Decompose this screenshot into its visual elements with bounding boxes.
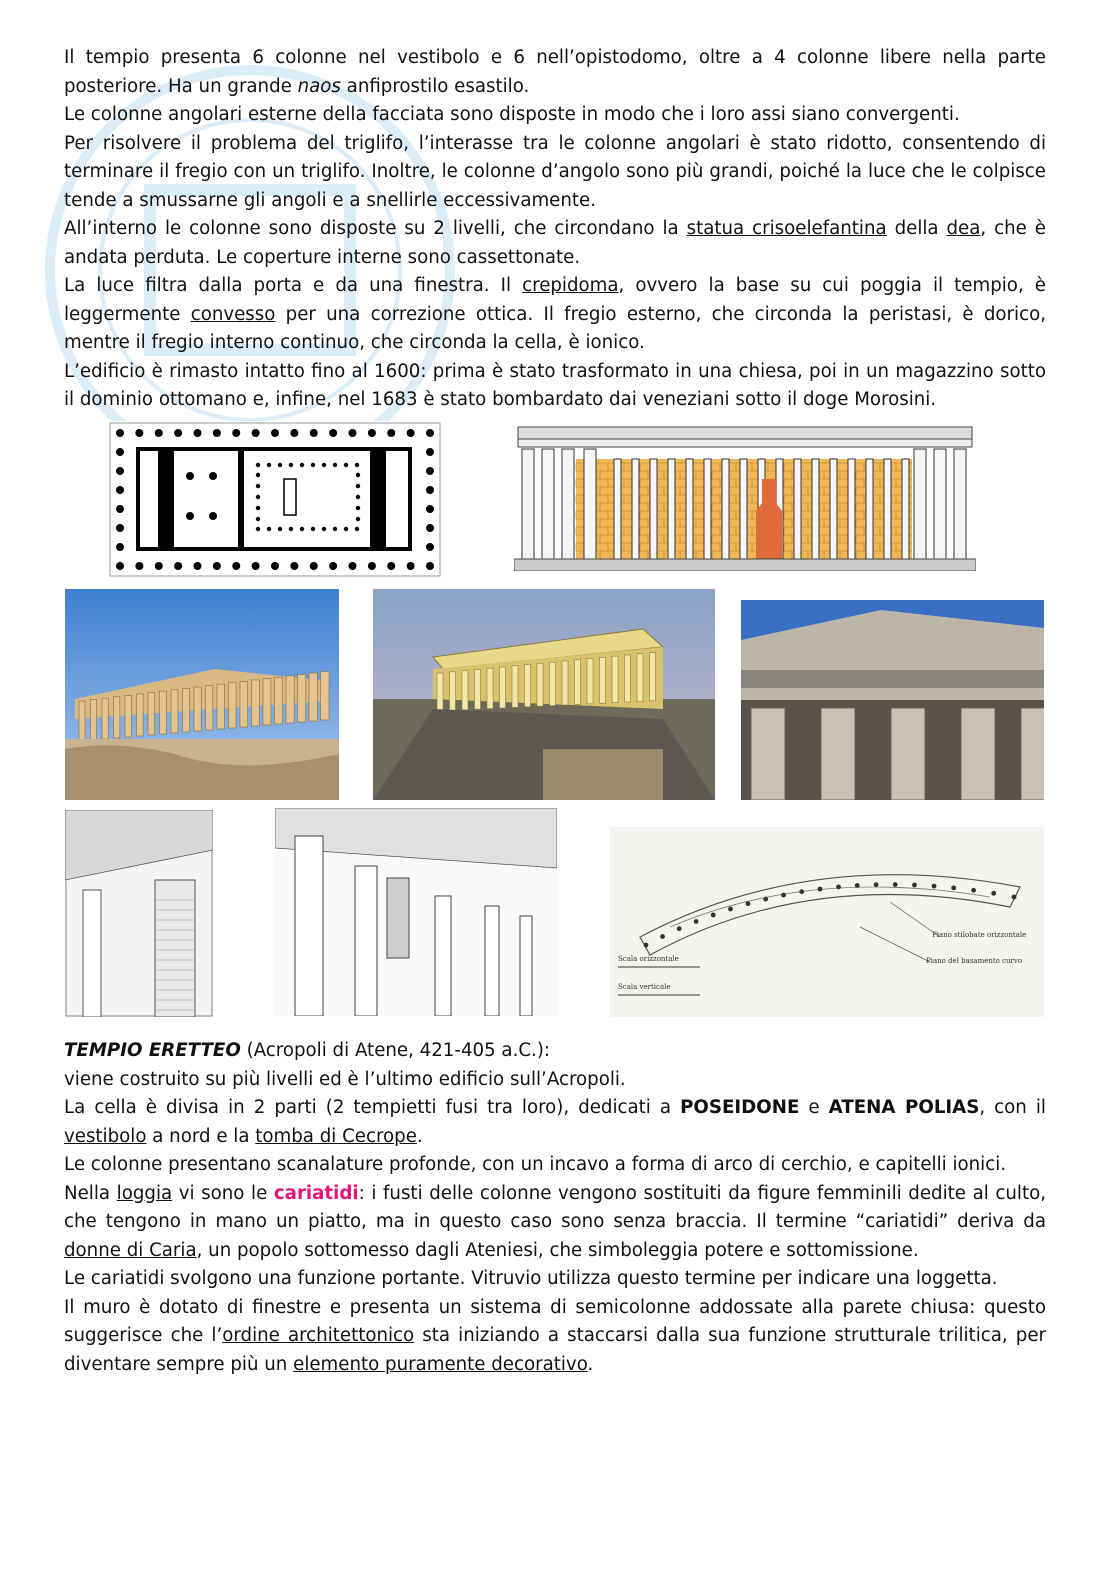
text: La luce filtra dalla porta e da una finestra. Il [64,275,523,296]
paragraph: Le colonne presentano scanalature profonde, con un incavo a forma di arco di cerchio, e capitelli ionici. [64,1154,1007,1175]
text: Il muro è dotato di finestre e presenta un sistema di semicolonne addossate alla parete chiusa: questo suggerisce che l’ [64,1296,1046,1346]
text: All’interno le colonne sono disposte su 2 livelli, che circondano la [64,218,687,239]
section-heading [64,1037,1046,1066]
paragraph [64,215,1046,272]
text: , ovvero la base su cui poggia il tempio, è leggermente [64,275,1046,325]
statua-crisoelefantina-link[interactable]: statua crisoelefantina [686,218,887,239]
atena-polias-term: ATENA POLIAS [828,1097,980,1118]
text: per una correzione ottica. Il fregio esterno, che circonda la peristasi, è dorico, mentre il fregio interno continuo, che circonda la cella, è ionico. [64,303,1046,353]
paragraph: Le colonne angolari esterne della facciata sono disposte in modo che i loro assi siano convergenti. [64,104,960,125]
text: Nella [64,1182,117,1204]
paragraph [64,272,1046,358]
text: vi sono le [172,1182,274,1204]
text: . [587,1353,594,1375]
paragraph: viene costruito su più livelli ed è l’ultimo edificio sull’Acropoli. [64,1068,626,1090]
paragraph [64,1294,1046,1380]
donne-di-caria-link[interactable]: donne di Caria [64,1239,197,1261]
text: sta iniziando a staccarsi dalla sua funzione strutturale trilitica, per diventare sempre più un [64,1325,1046,1375]
text: e [799,1097,829,1118]
text: della [886,218,947,239]
dea-link[interactable]: dea [946,218,981,239]
paragraph [64,44,1046,101]
paragraph: L’edificio è rimasto intatto fino al 1600: prima è stato trasformato in una chiesa, poi in un magazzino sotto il dominio ottomano e, infine, nel 1683 è stato bombardato dai veneziani sotto il doge Morosini. [64,360,1046,410]
text: , con il [979,1097,1046,1118]
vestibolo-link[interactable]: vestibolo [64,1125,147,1147]
text: : i fusti delle colonne vengono sostituiti da figure femminili dedite al culto, che tengono in mano un piatto, ma in questo caso sono senza braccia. Il termine “cariatidi” deriva da [64,1182,1046,1232]
interior-sketch-2 [275,808,557,1016]
parthenon-photo [65,589,339,800]
poseidone-term: POSEIDONE [680,1097,800,1118]
text: . [416,1125,423,1147]
paragraph [64,1180,1046,1266]
parthenon-section-drawing [514,423,976,571]
elemento-decorativo-link[interactable]: elemento puramente decorativo [293,1353,588,1375]
loggia-link[interactable]: loggia [116,1182,173,1204]
parthenon-entablature-photo [741,600,1044,800]
tomba-di-cecrope-link[interactable]: tomba di Cecrope [255,1125,417,1147]
diagram-label: Piano stilobate orizzontale [932,931,1027,939]
naos-term: naos [297,75,341,97]
paragraph: Per risolvere il problema del triglifo, l’interasse tra le colonne angolari è stato ridotto, consentendo di terminare il fregio con un triglifo. Inoltre, le colonne d’angolo sono più grandi, poiché la luce che le colpisce tende a smussarne gli angoli e a snellirle eccessivamente. [64,132,1046,211]
text: , che è andata perduta. Le coperture interne sono cassettonate. [64,218,1046,268]
paragraph: Le cariatidi svolgono una funzione portante. Vitruvio utilizza questo termine per indicare una loggetta. [64,1268,998,1289]
parthenon-floor-plan [108,421,442,578]
interior-sketch-1 [65,810,213,1017]
parthenon-3d-reconstruction [373,589,715,800]
scale-label: Scala orizzontale [618,955,679,963]
text: , un popolo sottomesso dagli Ateniesi, che simboleggia potere e sottomissione. [196,1239,919,1261]
text: La cella è divisa in 2 parti (2 tempietti fusi tra loro), dedicati a [64,1097,681,1118]
section-title: TEMPIO ERETTEO [64,1040,241,1061]
text: Il tempio presenta 6 colonne nel vestibolo e 6 nell’opistodomo, oltre a 4 colonne libere nella parte posteriore. Ha un grande [64,47,1046,97]
stylobate-curvature-diagram [610,827,1044,1017]
cariatidi-term: cariatidi [273,1182,359,1204]
diagram-label: Piano del basamento curvo [926,957,1023,965]
paragraph [64,1094,1046,1151]
parthenon-text [64,44,1046,415]
erechtheion-text [64,1037,1046,1379]
crepidoma-link[interactable]: crepidoma [522,275,619,296]
curvature-drawing [610,827,1044,1017]
text: (Acropoli di Atene, 421-405 a.C.): [240,1040,551,1061]
scale-label: Scala verticale [618,983,671,991]
text: anfiprostilo esastilo. [340,75,530,97]
ordine-architettonico-link[interactable]: ordine architettonico [222,1325,415,1346]
text: a nord e la [146,1125,256,1147]
convesso-link[interactable]: convesso [190,303,276,325]
